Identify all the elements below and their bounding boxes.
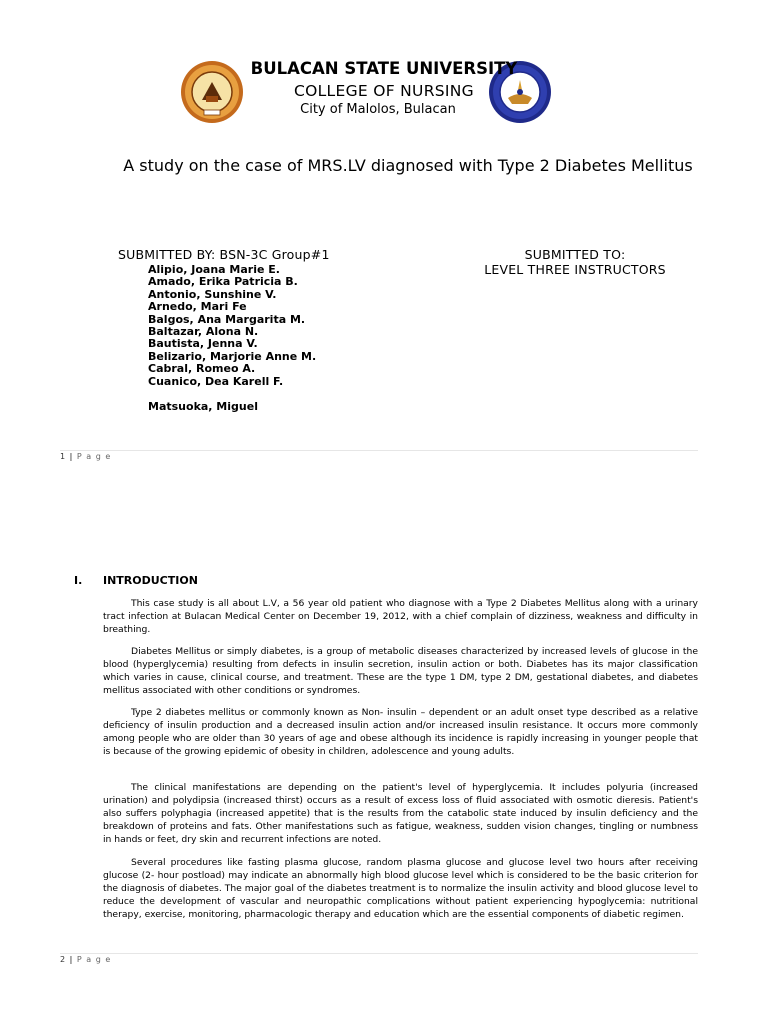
member-list — [148, 264, 316, 388]
page-label: P a g e — [76, 452, 112, 461]
list-item: Matsuoka, Miguel — [148, 400, 258, 413]
submitted-to-label: SUBMITTED TO: — [524, 247, 626, 262]
submitted-to-block — [470, 247, 680, 277]
list-item: Antonio, Sunshine V. — [148, 287, 277, 301]
submitted-by-label: SUBMITTED BY: BSN-3C Group#1 — [118, 247, 330, 262]
list-item: Bautista, Jenna V. — [148, 337, 258, 351]
list-item: Cuanico, Dea Karell F. — [148, 374, 284, 388]
list-item: Amado, Erika Patricia B. — [148, 275, 298, 289]
university-name: BULACAN STATE UNIVERSITY — [250, 59, 518, 78]
list-item: Cabral, Romeo A. — [148, 362, 256, 376]
submitted-to-value: LEVEL THREE INSTRUCTORS — [484, 262, 666, 277]
footer-divider — [60, 953, 698, 954]
list-item: Arnedo, Mari Fe — [148, 300, 247, 314]
page-separator: | — [69, 955, 74, 964]
paragraph: Several procedures like fasting plasma glucose, random plasma glucose and glucose level two hours after receiving glucose (2- hour postload) may indicate an abnormally high blood glucose level which is considered to be the basic criterion for the diagnosis of diabetes. The major goal of the diabetes treatment is to normalize the insulin activity and blood glucose level to reduce the development of vascular and neuropathic complications without patient experiencing hypoglycemia: nutritional therapy, exercise, monitoring, pharmacologic therapy and education which are the essential components of diabetic regimen. — [103, 857, 698, 920]
list-item: Alipio, Joana Marie E. — [148, 263, 280, 276]
college-name: COLLEGE OF NURSING — [294, 82, 474, 100]
page-footer-2 — [60, 955, 111, 964]
section-heading: INTRODUCTION — [103, 574, 198, 587]
list-item: Balgos, Ana Margarita M. — [148, 312, 306, 326]
page-separator: | — [69, 452, 74, 461]
study-title: A study on the case of MRS.LV diagnosed with Type 2 Diabetes Mellitus — [123, 156, 693, 175]
city-address: City of Malolos, Bulacan — [300, 102, 456, 117]
paragraph: This case study is all about L.V, a 56 year old patient who diagnose with a Type 2 Diabetes Mellitus along with a urinary tract infection at Bulacan Medical Center on December 19, 2012, with a chief complain of dizziness, weakness and difficulty in breathing. — [103, 598, 698, 635]
page-number: 2 — [60, 955, 67, 964]
list-item: Belizario, Marjorie Anne M. — [148, 349, 317, 363]
paragraph: Diabetes Mellitus or simply diabetes, is a group of metabolic diseases characterized by increased levels of glucose in the blood (hyperglycemia) resulting from defects in insulin secretion, insulin action or both. Diabetes has its major classification which varies in cause, clinical course, and treatment. These are the type 1 DM, type 2 DM, gestational diabetes, and diabetes mellitus associated with other conditions or syndromes. — [103, 646, 698, 696]
page-number: 1 — [60, 452, 67, 461]
page-footer-1 — [60, 452, 111, 461]
footer-divider — [60, 450, 698, 451]
page-label: P a g e — [76, 955, 112, 964]
section-number: I. — [74, 574, 83, 587]
paragraph: Type 2 diabetes mellitus or commonly known as Non- insulin – dependent or an adult onset type described as a relative deficiency of insulin production and a decreased insulin action and/or increased insulin resistance. It occurs more commonly among people who are older than 30 years of age and obese although its incidence is rapidly increasing in younger people that is because of the growing epidemic of obesity in children, adolescence and young adults. — [103, 707, 698, 757]
list-item: Baltazar, Alona N. — [148, 325, 259, 339]
paragraph: The clinical manifestations are depending on the patient's level of hyperglycemia. It includes polyuria (increased urination) and polydipsia (increased thirst) occurs as a result of excess loss of fluid associated with osmotic dieresis. Patient's also suffers polyphagia (increased appetite) that is the results from the catabolic state induced by insulin deficiency and the breakdown of proteins and fats. Other manifestations such as fatigue, weakness, sudden vision changes, tingling or numbness in hands or feet, dry skin and recurrent infections are noted. — [103, 782, 698, 845]
